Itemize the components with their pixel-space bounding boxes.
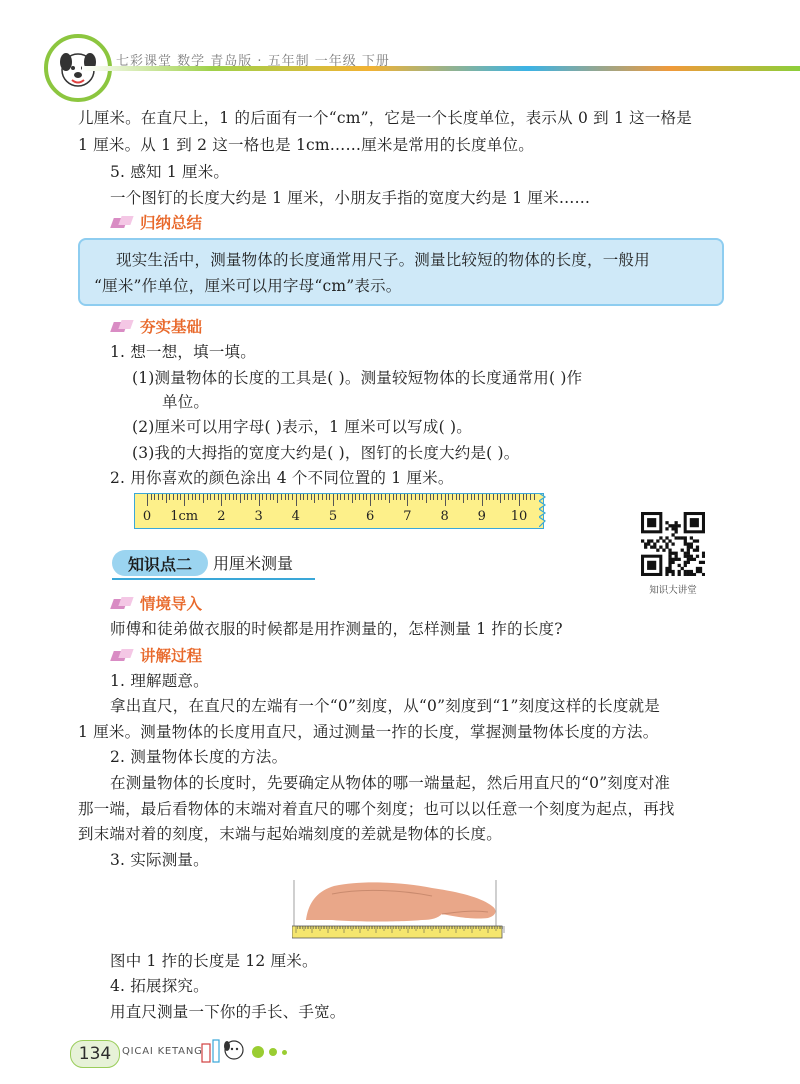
ruler-tick	[526, 494, 527, 500]
item5-text: 一个图钉的长度大约是 1 厘米，小朋友手指的宽度大约是 1 厘米……	[110, 189, 591, 207]
step1-line-2: 1 厘米。测量物体的长度用直尺，通过测量一拃的长度，掌握测量物体长度的方法。	[78, 723, 659, 741]
qr-finder	[647, 561, 656, 570]
qr-module	[644, 546, 647, 549]
qr-module	[681, 567, 684, 570]
ruler-tick	[307, 494, 308, 500]
ruler-tick	[407, 494, 408, 506]
ruler-tick	[355, 494, 356, 500]
ruler-tick	[270, 494, 271, 500]
qr-module	[690, 536, 693, 539]
ruler-label: 6	[366, 509, 375, 524]
qr-module	[699, 561, 702, 564]
ruler-tick	[300, 494, 301, 500]
step2-title: 2. 测量物体长度的方法。	[110, 748, 288, 766]
qr-module	[687, 558, 690, 561]
step3-title: 3. 实际测量。	[110, 851, 209, 869]
qr-module	[693, 573, 696, 576]
qr-module	[671, 533, 674, 536]
ruler-tick	[422, 494, 423, 500]
qr-module	[684, 552, 687, 555]
qr-module	[675, 530, 678, 533]
ruler-tick	[177, 494, 178, 500]
ruler-tick	[452, 494, 453, 500]
qr-module	[675, 521, 678, 524]
ruler-tick	[292, 494, 293, 500]
ruler-tick	[318, 494, 319, 500]
qr-module	[653, 542, 656, 545]
qr-module	[699, 567, 702, 570]
ruler-tick	[333, 494, 334, 506]
qr-module	[644, 542, 647, 545]
ruler-tick	[471, 494, 472, 500]
qr-module	[668, 539, 671, 542]
ruler-tick	[463, 494, 464, 503]
qr-module	[690, 573, 693, 576]
ruler-tick	[244, 494, 245, 500]
ruler-tick	[225, 494, 226, 500]
ruler-tick	[489, 494, 490, 500]
ruler-tick	[344, 494, 345, 500]
qr-module	[693, 549, 696, 552]
ruler-tick	[519, 494, 520, 506]
qr-module	[668, 570, 671, 573]
step1-title: 1. 理解题意。	[110, 672, 209, 690]
ruler-tick	[162, 494, 163, 500]
qr-module	[696, 549, 699, 552]
ruler-tick	[151, 494, 152, 500]
ruler-tick	[303, 494, 304, 500]
ruler-tick	[419, 494, 420, 500]
qr-module	[684, 542, 687, 545]
ruler-label: 7	[403, 509, 412, 524]
ruler-tick	[296, 494, 297, 506]
ruler-tick	[459, 494, 460, 500]
footer-mascot	[200, 1034, 248, 1070]
q1-1-line-b: 单位。	[162, 393, 210, 411]
qr-module	[687, 570, 690, 573]
summary-box	[78, 238, 724, 306]
ruler-tick	[437, 494, 438, 500]
qr-module	[678, 536, 681, 539]
qr-module	[665, 546, 668, 549]
header-title: 七彩课堂 数学 青岛版 · 五年制 一年级 下册	[116, 54, 390, 69]
step3-result: 图中 1 拃的长度是 12 厘米。	[110, 952, 318, 970]
ruler-tick	[311, 494, 312, 500]
qr-module	[684, 536, 687, 539]
qr-module	[675, 536, 678, 539]
ruler-label: 3	[254, 509, 263, 524]
qr-module	[675, 558, 678, 561]
ruler-tick	[385, 494, 386, 500]
knowledge-point-tag: 知识点二	[112, 550, 208, 576]
summary-heading-label: 归纳总结	[140, 214, 203, 232]
ruler-tick	[180, 494, 181, 500]
ruler-tick	[411, 494, 412, 500]
qr-finder	[690, 518, 699, 527]
ruler-tick	[322, 494, 323, 500]
qr-module	[675, 524, 678, 527]
q1-2: (2)厘米可以用字母( )表示，1 厘米可以写成( )。	[132, 418, 472, 436]
ruler-tick	[381, 494, 382, 500]
ruler-tick	[158, 494, 159, 500]
qr-module	[671, 527, 674, 530]
explain-heading-label: 讲解过程	[140, 647, 203, 665]
qr-module	[665, 536, 668, 539]
qr-module	[671, 573, 674, 576]
qr-module	[696, 539, 699, 542]
qr-module	[671, 561, 674, 564]
ruler-tick	[314, 494, 315, 503]
qr-module	[678, 558, 681, 561]
qr-module	[675, 555, 678, 558]
qr-module	[678, 564, 681, 567]
qr-module	[693, 539, 696, 542]
ruler-tick	[329, 494, 330, 500]
qr-module	[656, 549, 659, 552]
qr-module	[662, 549, 665, 552]
ruler-tick	[433, 494, 434, 500]
qr-module	[690, 555, 693, 558]
ruler-tick	[207, 494, 208, 500]
ruler-tick	[340, 494, 341, 500]
ruler-tick	[456, 494, 457, 500]
qr-module	[668, 561, 671, 564]
ruler-tick	[247, 494, 248, 500]
intro-line-2: 1 厘米。从 1 到 2 这一格也是 1cm……厘米是常用的长度单位。	[78, 136, 534, 154]
ruler-tick	[221, 494, 222, 506]
qr-module	[702, 573, 705, 576]
ruler-tick	[415, 494, 416, 500]
ruler-tick	[236, 494, 237, 500]
qr-module	[675, 552, 678, 555]
ruler-tick	[363, 494, 364, 500]
qr-module	[684, 564, 687, 567]
pencil-marker-icon	[112, 215, 134, 229]
ruler-tick	[288, 494, 289, 500]
ruler-tick	[508, 494, 509, 500]
qr-module	[687, 546, 690, 549]
qr-module	[675, 527, 678, 530]
ruler-tick	[497, 494, 498, 500]
qr-module	[684, 555, 687, 558]
ruler-tick	[154, 494, 155, 500]
situation-heading	[112, 592, 202, 614]
qr-caption: 知识大讲堂	[649, 585, 697, 596]
step4-title: 4. 拓展探究。	[110, 977, 209, 995]
qr-module	[702, 561, 705, 564]
qr-code[interactable]	[641, 512, 705, 576]
ruler-label: 2	[217, 509, 226, 524]
footer-brand: QICAI KETANG	[122, 1046, 203, 1057]
hand-on-ruler-illustration	[292, 876, 508, 940]
ruler-tick	[173, 494, 174, 500]
qr-module	[687, 542, 690, 545]
qr-module	[687, 555, 690, 558]
q2-title: 2. 用你喜欢的颜色涂出 4 个不同位置的 1 厘米。	[110, 469, 454, 487]
qr-module	[687, 549, 690, 552]
intro-line-1: 儿厘米。在直尺上，1 的后面有一个“cm”，它是一个长度单位，表示从 0 到 1 这一格是	[78, 109, 692, 127]
ruler-tick	[366, 494, 367, 500]
qr-module	[671, 570, 674, 573]
summary-line-1: 现实生活中，测量物体的长度通常用尺子。测量比较短的物体的长度，一般用	[116, 251, 650, 269]
ruler-tick	[393, 494, 394, 500]
qr-module	[684, 539, 687, 542]
pencil-marker-icon	[112, 319, 134, 333]
ruler	[134, 493, 544, 529]
pencil-marker-icon	[112, 596, 134, 610]
ruler-tick	[348, 494, 349, 500]
ruler-tick	[512, 494, 513, 500]
ruler-tick	[203, 494, 204, 503]
ruler-tick	[169, 494, 170, 500]
qr-module	[684, 573, 687, 576]
qr-module	[653, 546, 656, 549]
ruler-label: 1cm	[170, 509, 199, 524]
ruler-tick	[534, 494, 535, 500]
q1-1-line-a: (1)测量物体的长度的工具是( )。测量较短物体的长度通常用( )作	[132, 369, 583, 387]
footer-dots	[252, 1046, 287, 1058]
ruler-tick	[188, 494, 189, 500]
ruler-label: 10	[510, 509, 528, 524]
ruler-tick	[337, 494, 338, 500]
qr-module	[659, 546, 662, 549]
ruler-tick	[396, 494, 397, 500]
ruler-tick	[478, 494, 479, 500]
qr-module	[690, 570, 693, 573]
qr-module	[699, 570, 702, 573]
qr-finder	[647, 518, 656, 527]
qr-module	[665, 521, 668, 524]
qr-module	[668, 564, 671, 567]
knowledge-point-title: 用厘米测量	[213, 554, 294, 573]
ruler-tick	[184, 494, 185, 506]
ruler-tick	[195, 494, 196, 500]
ruler-tick	[285, 494, 286, 500]
footer-mascot-icon	[200, 1034, 248, 1066]
ruler-tick	[326, 494, 327, 500]
step2-line-2: 那一端，最后看物体的末端对着直尺的哪个刻度；也可以以任意一个刻度为起点，再找	[78, 800, 675, 818]
knowledge-point-underline	[112, 578, 315, 580]
qr-module	[687, 552, 690, 555]
qr-module	[650, 546, 653, 549]
hand-span-photo	[292, 876, 508, 940]
ruler-tick	[404, 494, 405, 500]
ruler-tick	[515, 494, 516, 500]
dot-icon	[269, 1048, 277, 1056]
ruler-tick	[445, 494, 446, 506]
ruler-tick	[352, 494, 353, 503]
qr-module	[668, 524, 671, 527]
ruler-tick	[233, 494, 234, 500]
qr-module	[671, 552, 674, 555]
pencil-marker-icon	[112, 648, 134, 662]
ruler-tick	[370, 494, 371, 506]
situation-heading-label: 情境导入	[140, 595, 203, 613]
ruler-label: 8	[440, 509, 449, 524]
qr-module	[696, 570, 699, 573]
ruler-tick	[199, 494, 200, 500]
qr-module	[678, 570, 681, 573]
situation-text: 师傅和徒弟做衣服的时候都是用拃测量的，怎样测量 1 拃的长度?	[110, 620, 563, 638]
qr-module	[659, 536, 662, 539]
q1-3: (3)我的大拇指的宽度大约是( )，图钉的长度大约是( )。	[132, 444, 520, 462]
ruler-tick	[218, 494, 219, 500]
dot-icon	[282, 1050, 287, 1055]
summary-line-2: “厘米”作单位，厘米可以用字母“cm”表示。	[94, 277, 402, 295]
step2-line-1: 在测量物体的长度时，先要确定从物体的哪一端量起，然后用直尺的“0”刻度对准	[110, 774, 671, 792]
ruler-tick	[500, 494, 501, 503]
step1-line-1: 拿出直尺，在直尺的左端有一个“0”刻度，从“0”刻度到“1”刻度这样的长度就是	[110, 697, 660, 715]
qr-module	[690, 546, 693, 549]
qr-module	[690, 558, 693, 561]
basics-heading	[112, 315, 202, 337]
step2-line-3: 到末端对着的刻度，末端与起始端刻度的差就是物体的长度。	[78, 825, 502, 843]
qr-module	[671, 524, 674, 527]
qr-module	[687, 573, 690, 576]
ruler-tick	[214, 494, 215, 500]
ruler-label: 0	[142, 509, 152, 524]
qr-module	[668, 555, 671, 558]
ruler-tick	[523, 494, 524, 500]
ruler-tick	[448, 494, 449, 500]
qr-module	[678, 524, 681, 527]
qr-module	[681, 549, 684, 552]
explain-heading	[112, 644, 202, 666]
ruler-tick	[210, 494, 211, 500]
ruler-tick	[400, 494, 401, 500]
qr-module	[647, 539, 650, 542]
ruler-tick	[493, 494, 494, 500]
ruler-tick	[266, 494, 267, 500]
qr-module	[665, 573, 668, 576]
ruler-tick	[374, 494, 375, 500]
ruler-tick	[240, 494, 241, 503]
qr-module	[668, 552, 671, 555]
ruler-tick	[474, 494, 475, 500]
ruler-torn-edge	[539, 493, 549, 527]
qr-module	[702, 555, 705, 558]
qr-module	[684, 570, 687, 573]
qr-module	[665, 567, 668, 570]
qr-module	[696, 555, 699, 558]
item5-title: 5. 感知 1 厘米。	[110, 163, 230, 181]
qr-module	[647, 542, 650, 545]
qr-module	[690, 542, 693, 545]
qr-code-icon	[641, 512, 705, 576]
qr-module	[678, 573, 681, 576]
qr-module	[668, 567, 671, 570]
ruler-label: 5	[328, 509, 338, 524]
ruler-tick	[530, 494, 531, 500]
qr-module	[662, 539, 665, 542]
qr-module	[641, 539, 644, 542]
qr-module	[650, 539, 653, 542]
ruler-tick	[166, 494, 167, 503]
ruler-tick	[486, 494, 487, 500]
ruler-tick	[251, 494, 252, 500]
ruler-tick	[277, 494, 278, 503]
qr-module	[702, 552, 705, 555]
basics-heading-label: 夯实基础	[140, 318, 203, 336]
ruler-tick	[389, 494, 390, 503]
ruler-tick	[259, 494, 260, 506]
qr-module	[665, 570, 668, 573]
summary-heading	[112, 211, 202, 233]
ruler-tick	[147, 494, 148, 506]
ruler-tick	[229, 494, 230, 500]
ruler-label: 4	[291, 509, 300, 524]
ruler-tick	[273, 494, 274, 500]
ruler-tick	[281, 494, 282, 500]
qr-module	[671, 542, 674, 545]
qr-module	[684, 561, 687, 564]
qr-module	[693, 558, 696, 561]
ruler-tick	[426, 494, 427, 503]
page-number: 134	[70, 1040, 120, 1068]
qr-module	[681, 536, 684, 539]
dot-icon	[252, 1046, 264, 1058]
ruler-tick	[378, 494, 379, 500]
ruler-tick	[430, 494, 431, 500]
ruler-label: 9	[477, 509, 486, 524]
q1-title: 1. 想一想，填一填。	[110, 343, 256, 361]
ruler-tick	[482, 494, 483, 506]
qr-module	[668, 549, 671, 552]
ruler-tick	[467, 494, 468, 500]
ruler-tick	[192, 494, 193, 500]
ruler-tick	[441, 494, 442, 500]
ruler-tick	[262, 494, 263, 500]
qr-module	[656, 539, 659, 542]
qr-module	[687, 561, 690, 564]
qr-module	[668, 558, 671, 561]
ruler-tick	[359, 494, 360, 500]
qr-module	[671, 558, 674, 561]
qr-module	[696, 567, 699, 570]
qr-module	[665, 542, 668, 545]
qr-module	[696, 546, 699, 549]
ruler-tick	[504, 494, 505, 500]
ruler-tick	[255, 494, 256, 500]
step4-text: 用直尺测量一下你的手长、手宽。	[110, 1003, 346, 1021]
qr-module	[665, 527, 668, 530]
